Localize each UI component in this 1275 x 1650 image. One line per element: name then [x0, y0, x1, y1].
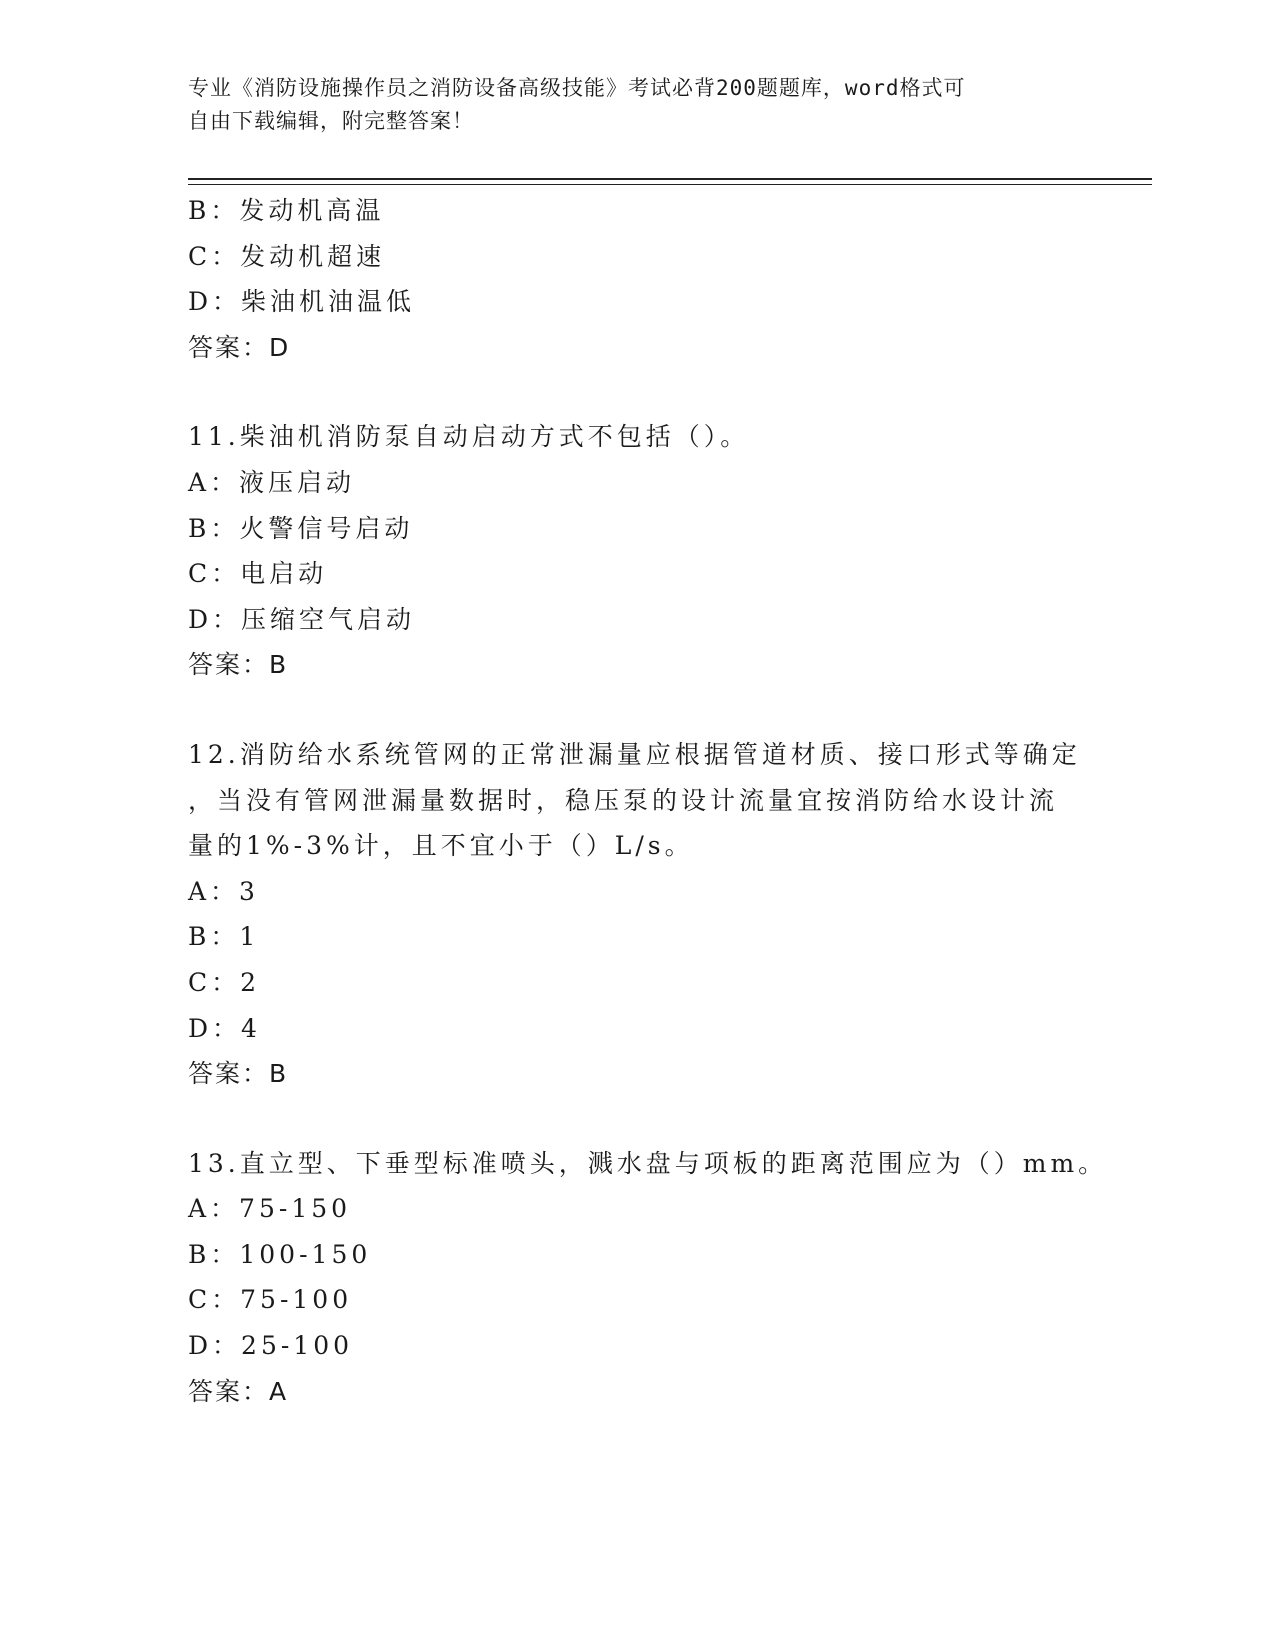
question-list: [188, 188, 1108, 1414]
question-block-11: [188, 414, 1088, 688]
option-d: D：4: [188, 1013, 261, 1043]
question-text-line-1: 12.消防给水系统管网的正常泄漏量应根据管道材质、接口形式等确定: [188, 739, 1081, 769]
option-a: A：75-150: [188, 1194, 352, 1224]
option-c: C：2: [188, 967, 261, 997]
question-block-13: [188, 1141, 1108, 1415]
header-line-1: 专业《消防设施操作员之消防设备高级技能》考试必背200题题库，word格式可: [188, 76, 966, 100]
prev-question-block: [188, 188, 1088, 370]
option-d: D：25-100: [188, 1331, 354, 1361]
option-b: B：100-150: [188, 1239, 372, 1269]
question-text: 13.直立型、下垂型标准喷头，溅水盘与项板的距离范围应为（）mm。: [188, 1148, 1108, 1178]
header-divider-thin: [188, 184, 1152, 185]
question-text-line-3: 量的1%-3%计，且不宜小于（）L/s。: [188, 831, 694, 861]
option-d: D：柴油机油温低: [188, 287, 416, 317]
option-a: A：液压启动: [188, 467, 356, 497]
document-header: [188, 72, 1068, 138]
header-divider-thick: [188, 178, 1152, 180]
option-c: C：75-100: [188, 1285, 353, 1315]
option-a: A：3: [188, 876, 259, 906]
answer-line: 答案：B: [188, 1059, 289, 1089]
question-text: 11.柴油机消防泵自动启动方式不包括（）。: [188, 422, 750, 452]
option-c: C：发动机超速: [188, 241, 386, 271]
option-b: B：火警信号启动: [188, 513, 414, 543]
option-b: B：1: [188, 922, 260, 952]
header-line-2: 自由下载编辑，附完整答案！: [188, 109, 474, 133]
question-block-12: [188, 732, 1088, 1097]
option-c: C：电启动: [188, 559, 328, 589]
option-b: B：发动机高温: [188, 196, 385, 225]
option-d: D：压缩空气启动: [188, 604, 416, 634]
answer-line: 答案：D: [188, 332, 291, 362]
answer-line: 答案：B: [188, 650, 289, 680]
answer-line: 答案：A: [188, 1376, 289, 1406]
question-text-line-2: ，当没有管网泄漏量数据时，稳压泵的设计流量宜按消防给水设计流: [188, 785, 1059, 815]
